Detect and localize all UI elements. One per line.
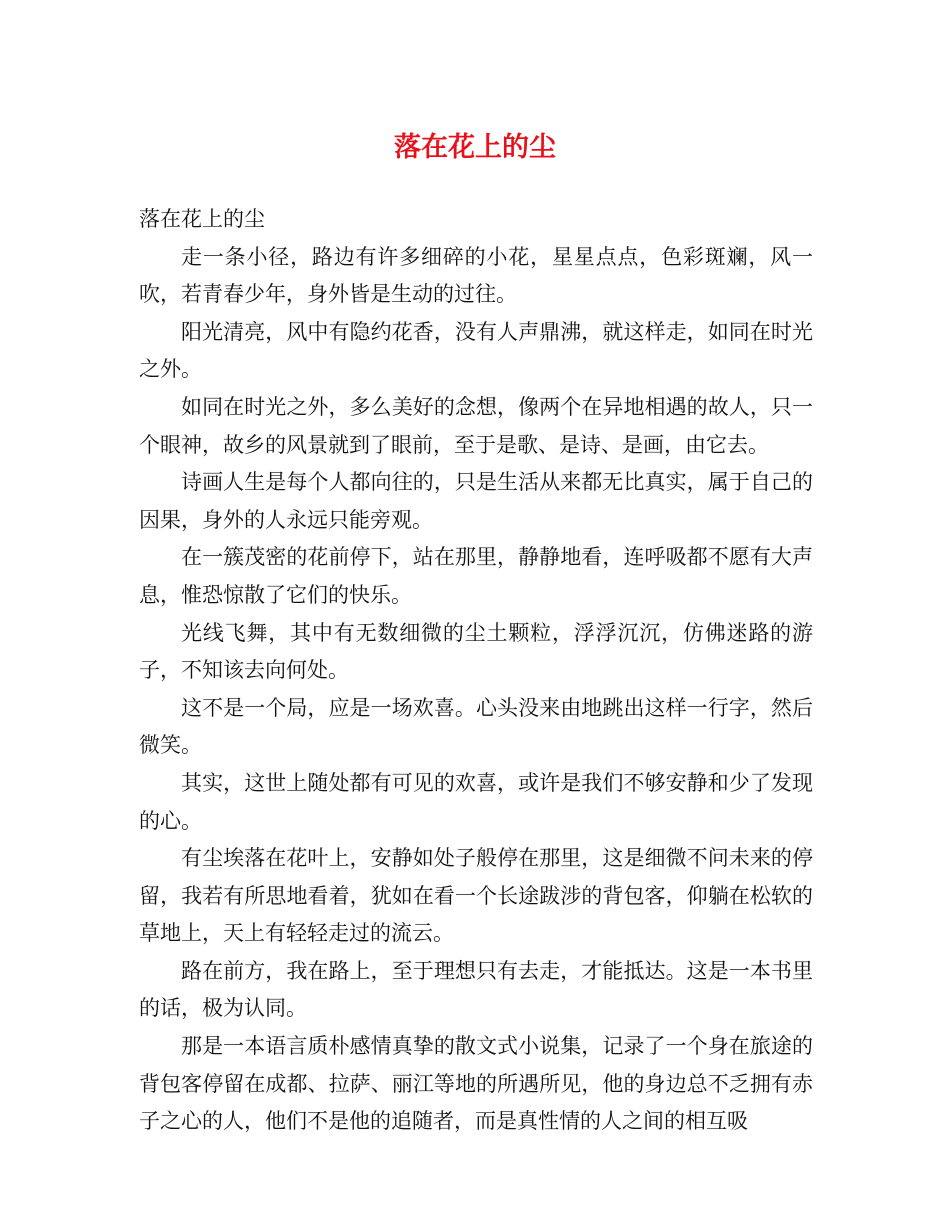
paragraph: 其实，这世上随处都有可见的欢喜，或许是我们不够安静和少了发现的心。 (139, 770, 813, 833)
page-title: 落在花上的尘 (394, 132, 556, 163)
article-subtitle: 落在花上的尘 (139, 207, 265, 231)
paragraph: 那是一本语言质朴感情真挚的散文式小说集，记录了一个身在旅途的背包客停留在成都、拉萨、丽江等地的所遇所见，他的身边总不乏拥有赤子之心的人，他们不是他的追随者，而是真性情的人之间的相互吸 (139, 1034, 813, 1134)
paragraph: 路在前方，我在路上，至于理想只有去走，才能抵达。这是一本书里的话，极为认同。 (139, 958, 813, 1021)
paragraph: 走一条小径，路边有许多细碎的小花，星星点点，色彩斑斓，风一吹，若青春少年，身外皆是生动的过往。 (139, 244, 813, 307)
paragraph: 在一簇茂密的花前停下，站在那里，静静地看，连呼吸都不愿有大声息，惟恐惊散了它们的快乐。 (139, 545, 813, 607)
article-body (139, 201, 813, 1141)
paragraph: 这不是一个局，应是一场欢喜。心头没来由地跳出这样一行字，然后微笑。 (139, 695, 813, 758)
paragraph: 诗画人生是每个人都向往的，只是生活从来都无比真实，属于自己的因果，身外的人永远只能旁观。 (139, 470, 813, 532)
paragraph: 如同在时光之外，多么美好的念想，像两个在异地相遇的故人，只一个眼神，故乡的风景就到了眼前，至于是歌、是诗、是画，由它去。 (139, 394, 813, 457)
paragraph: 有尘埃落在花叶上，安静如处子般停在那里，这是细微不问未来的停留，我若有所思地看着，犹如在看一个长途跋涉的背包客，仰躺在松软的草地上，天上有轻轻走过的流云。 (139, 846, 813, 946)
paragraph: 光线飞舞，其中有无数细微的尘土颗粒，浮浮沉沉，仿佛迷路的游子，不知该去向何处。 (139, 620, 813, 683)
paragraph: 阳光清亮，风中有隐约花香，没有人声鼎沸，就这样走，如同在时光之外。 (139, 319, 813, 382)
